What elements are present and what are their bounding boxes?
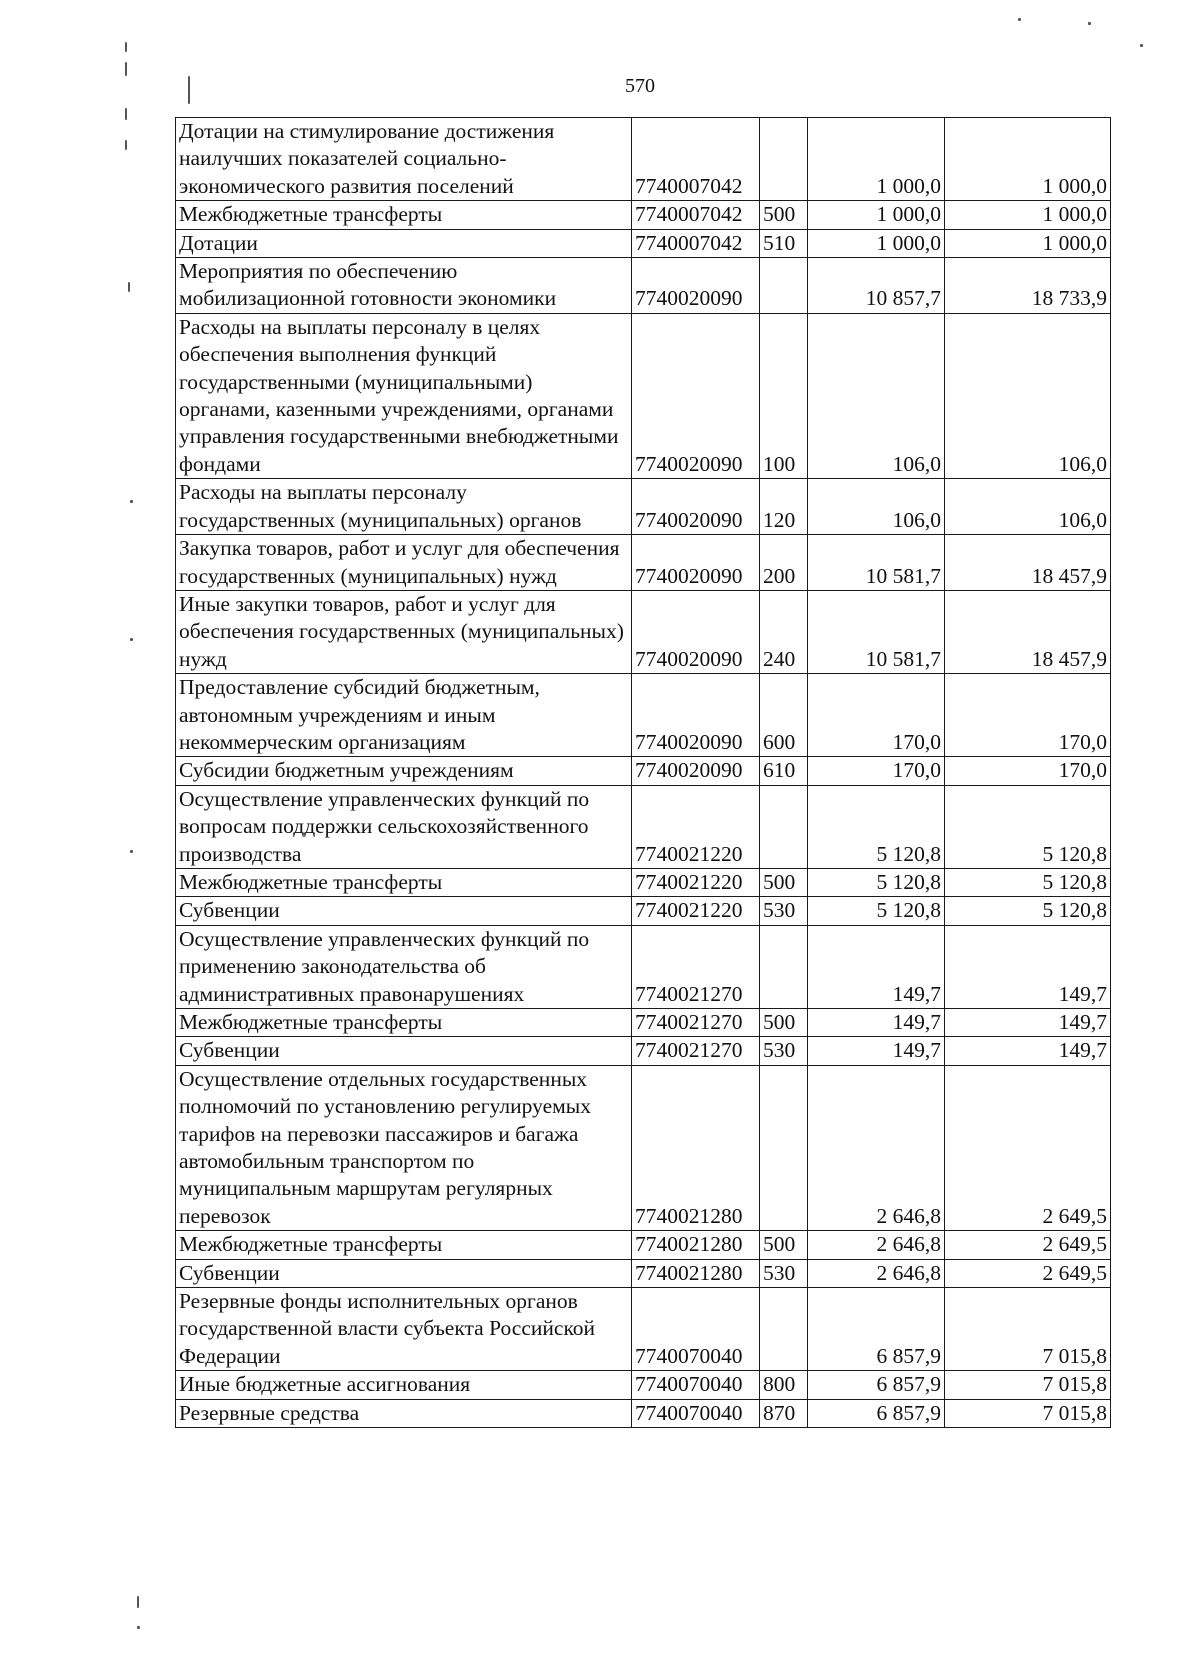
row-name-cell: Предоставление субсидий бюджетным, автономным учреждениям и иным некоммерческим организациям <box>176 674 632 757</box>
row-code-cell: 7740020090 <box>632 757 760 785</box>
row-type-cell <box>760 1065 808 1230</box>
row-code-cell: 7740021280 <box>632 1259 760 1287</box>
row-value-2-cell: 106,0 <box>945 479 1111 535</box>
row-name-cell: Субсидии бюджетным учреждениям <box>176 757 632 785</box>
scan-speck <box>128 282 130 292</box>
row-value-2-cell: 7 015,8 <box>945 1371 1111 1399</box>
table-row <box>176 785 1111 868</box>
row-value-2-cell: 149,7 <box>945 1037 1111 1065</box>
row-name-cell: Резервные фонды исполнительных органов государственной власти субъекта Российской Федерации <box>176 1288 632 1371</box>
row-name-cell: Субвенции <box>176 1259 632 1287</box>
table-row <box>176 868 1111 896</box>
row-name-cell: Расходы на выплаты персоналу государственных (муниципальных) органов <box>176 479 632 535</box>
row-code-cell: 7740020090 <box>632 590 760 673</box>
row-value-2-cell: 106,0 <box>945 313 1111 478</box>
row-type-cell <box>760 925 808 1008</box>
row-name-cell: Дотации <box>176 229 632 257</box>
table-row <box>176 1371 1111 1399</box>
row-code-cell: 7740070040 <box>632 1399 760 1427</box>
row-code-cell: 7740007042 <box>632 229 760 257</box>
row-type-cell: 600 <box>760 674 808 757</box>
row-value-1-cell: 1 000,0 <box>808 229 945 257</box>
row-type-cell: 500 <box>760 1231 808 1259</box>
row-value-2-cell: 2 649,5 <box>945 1065 1111 1230</box>
row-value-2-cell: 149,7 <box>945 1009 1111 1037</box>
row-value-1-cell: 10 581,7 <box>808 535 945 591</box>
table-row <box>176 925 1111 1008</box>
scan-speck <box>1140 44 1143 47</box>
row-value-1-cell: 149,7 <box>808 925 945 1008</box>
table-row <box>176 897 1111 925</box>
scan-speck <box>125 140 127 150</box>
row-code-cell: 7740021280 <box>632 1231 760 1259</box>
table-row <box>176 1037 1111 1065</box>
row-value-1-cell: 170,0 <box>808 674 945 757</box>
row-name-cell: Расходы на выплаты персоналу в целях обеспечения выполнения функций государственными (муниципальными) органами, казенными учреждениями, органами управления государственными внебюджетными фондами <box>176 313 632 478</box>
table-row <box>176 757 1111 785</box>
table-row <box>176 1065 1111 1230</box>
table-row <box>176 258 1111 314</box>
scan-speck <box>188 76 190 104</box>
table-row <box>176 1259 1111 1287</box>
scan-speck <box>1088 22 1091 25</box>
row-value-1-cell: 149,7 <box>808 1037 945 1065</box>
table-row <box>176 118 1111 201</box>
row-value-2-cell: 149,7 <box>945 925 1111 1008</box>
scan-speck <box>125 108 127 120</box>
row-name-cell: Осуществление отдельных государственных полномочий по установлению регулируемых тарифов на перевозки пассажиров и багажа автомобильным транспортом по муниципальным маршрутам регулярных перевозок <box>176 1065 632 1230</box>
row-code-cell: 7740020090 <box>632 674 760 757</box>
row-code-cell: 7740021220 <box>632 897 760 925</box>
row-value-1-cell: 106,0 <box>808 313 945 478</box>
row-name-cell: Дотации на стимулирование достижения наилучших показателей социально-экономического развития поселений <box>176 118 632 201</box>
table-row <box>176 201 1111 229</box>
row-name-cell: Субвенции <box>176 1037 632 1065</box>
row-name-cell: Межбюджетные трансферты <box>176 201 632 229</box>
row-type-cell: 500 <box>760 1009 808 1037</box>
row-code-cell: 7740070040 <box>632 1371 760 1399</box>
row-value-1-cell: 2 646,8 <box>808 1065 945 1230</box>
row-code-cell: 7740020090 <box>632 535 760 591</box>
row-type-cell: 240 <box>760 590 808 673</box>
row-value-1-cell: 5 120,8 <box>808 785 945 868</box>
table-row <box>176 479 1111 535</box>
row-value-1-cell: 170,0 <box>808 757 945 785</box>
table-row <box>176 1009 1111 1037</box>
row-code-cell: 7740021220 <box>632 868 760 896</box>
scan-speck <box>137 1596 139 1608</box>
row-value-1-cell: 10 857,7 <box>808 258 945 314</box>
row-code-cell: 7740070040 <box>632 1288 760 1371</box>
row-value-2-cell: 7 015,8 <box>945 1399 1111 1427</box>
row-value-1-cell: 1 000,0 <box>808 201 945 229</box>
row-code-cell: 7740007042 <box>632 118 760 201</box>
row-value-1-cell: 6 857,9 <box>808 1288 945 1371</box>
row-value-2-cell: 170,0 <box>945 674 1111 757</box>
row-value-1-cell: 10 581,7 <box>808 590 945 673</box>
table-row <box>176 674 1111 757</box>
row-type-cell: 530 <box>760 1259 808 1287</box>
row-code-cell: 7740020090 <box>632 258 760 314</box>
budget-table <box>175 117 1111 1428</box>
row-code-cell: 7740021220 <box>632 785 760 868</box>
row-code-cell: 7740021270 <box>632 1037 760 1065</box>
scan-speck <box>130 638 133 641</box>
row-type-cell: 120 <box>760 479 808 535</box>
row-value-2-cell: 5 120,8 <box>945 897 1111 925</box>
row-type-cell: 100 <box>760 313 808 478</box>
row-type-cell: 200 <box>760 535 808 591</box>
table-row <box>176 590 1111 673</box>
table-row <box>176 1231 1111 1259</box>
row-value-2-cell: 1 000,0 <box>945 118 1111 201</box>
row-type-cell: 530 <box>760 1037 808 1065</box>
row-code-cell: 7740007042 <box>632 201 760 229</box>
table-row <box>176 313 1111 478</box>
row-type-cell: 510 <box>760 229 808 257</box>
budget-table-body <box>176 118 1111 1428</box>
row-value-2-cell: 18 733,9 <box>945 258 1111 314</box>
scan-speck <box>125 42 127 52</box>
row-value-2-cell: 18 457,9 <box>945 590 1111 673</box>
row-value-1-cell: 6 857,9 <box>808 1399 945 1427</box>
row-code-cell: 7740021270 <box>632 1009 760 1037</box>
row-type-cell: 500 <box>760 868 808 896</box>
row-value-1-cell: 2 646,8 <box>808 1259 945 1287</box>
row-type-cell <box>760 118 808 201</box>
row-name-cell: Осуществление управленческих функций по применению законодательства об административных правонарушениях <box>176 925 632 1008</box>
row-type-cell <box>760 258 808 314</box>
row-name-cell: Резервные средства <box>176 1399 632 1427</box>
table-row <box>176 535 1111 591</box>
row-value-1-cell: 1 000,0 <box>808 118 945 201</box>
row-value-2-cell: 5 120,8 <box>945 785 1111 868</box>
row-value-1-cell: 6 857,9 <box>808 1371 945 1399</box>
row-code-cell: 7740020090 <box>632 313 760 478</box>
row-value-1-cell: 5 120,8 <box>808 868 945 896</box>
row-name-cell: Субвенции <box>176 897 632 925</box>
page-number: 570 <box>625 75 655 97</box>
row-value-2-cell: 7 015,8 <box>945 1288 1111 1371</box>
row-value-2-cell: 2 649,5 <box>945 1259 1111 1287</box>
row-type-cell <box>760 1288 808 1371</box>
row-value-2-cell: 170,0 <box>945 757 1111 785</box>
scan-speck <box>125 62 127 76</box>
table-row <box>176 1399 1111 1427</box>
row-type-cell: 610 <box>760 757 808 785</box>
table-row <box>176 1288 1111 1371</box>
row-value-1-cell: 106,0 <box>808 479 945 535</box>
row-value-1-cell: 5 120,8 <box>808 897 945 925</box>
row-name-cell: Межбюджетные трансферты <box>176 1231 632 1259</box>
row-value-2-cell: 18 457,9 <box>945 535 1111 591</box>
row-value-1-cell: 149,7 <box>808 1009 945 1037</box>
row-type-cell: 530 <box>760 897 808 925</box>
row-name-cell: Межбюджетные трансферты <box>176 1009 632 1037</box>
row-name-cell: Мероприятия по обеспечению мобилизационной готовности экономики <box>176 258 632 314</box>
row-code-cell: 7740021280 <box>632 1065 760 1230</box>
table-row <box>176 229 1111 257</box>
row-type-cell <box>760 785 808 868</box>
row-name-cell: Межбюджетные трансферты <box>176 868 632 896</box>
row-value-2-cell: 1 000,0 <box>945 229 1111 257</box>
row-type-cell: 500 <box>760 201 808 229</box>
row-name-cell: Закупка товаров, работ и услуг для обеспечения государственных (муниципальных) нужд <box>176 535 632 591</box>
row-type-cell: 870 <box>760 1399 808 1427</box>
row-value-2-cell: 1 000,0 <box>945 201 1111 229</box>
scan-speck <box>130 850 133 853</box>
scan-speck <box>137 1626 140 1629</box>
row-code-cell: 7740020090 <box>632 479 760 535</box>
row-type-cell: 800 <box>760 1371 808 1399</box>
scan-speck <box>1018 18 1021 21</box>
row-name-cell: Иные бюджетные ассигнования <box>176 1371 632 1399</box>
row-value-2-cell: 2 649,5 <box>945 1231 1111 1259</box>
scan-speck <box>130 500 133 503</box>
row-value-2-cell: 5 120,8 <box>945 868 1111 896</box>
row-value-1-cell: 2 646,8 <box>808 1231 945 1259</box>
row-name-cell: Осуществление управленческих функций по вопросам поддержки сельскохозяйственного производства <box>176 785 632 868</box>
row-code-cell: 7740021270 <box>632 925 760 1008</box>
row-name-cell: Иные закупки товаров, работ и услуг для обеспечения государственных (муниципальных) нужд <box>176 590 632 673</box>
